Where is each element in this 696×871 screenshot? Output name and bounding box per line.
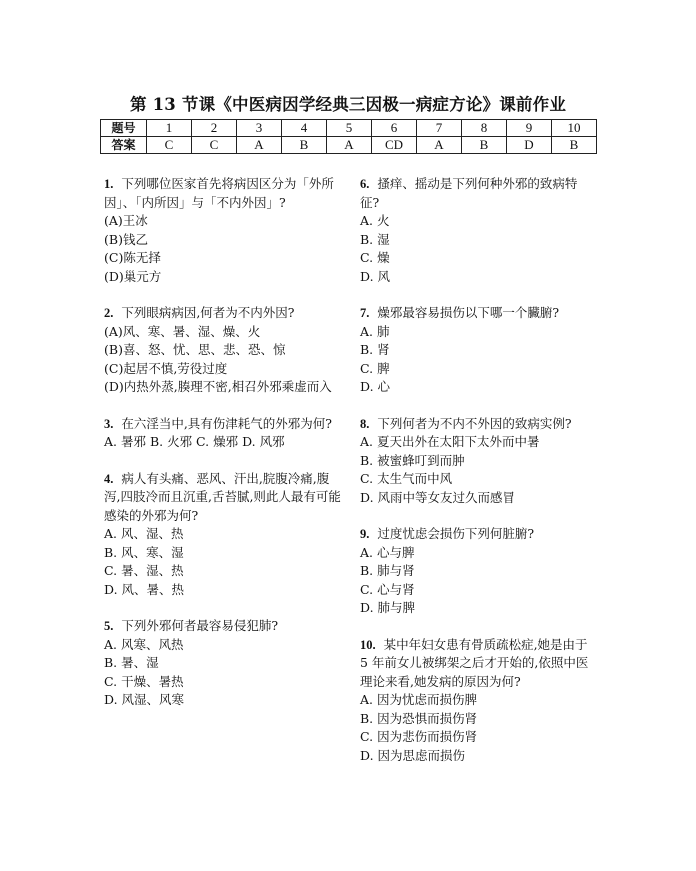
answer-option: C. 脾 (360, 360, 390, 376)
question-item (104, 470, 344, 600)
answer-option: (B)喜、怒、忧、思、悲、恐、惊 (104, 342, 286, 357)
question-text: 下列眼病病因,何者为不内外因? (121, 305, 295, 320)
table-row-answers (101, 137, 597, 154)
question-text: 下列哪位医家首先将病因区分为「外所因」、「内所因」与「不内外因」? (104, 176, 334, 210)
table-cell: C (147, 137, 192, 154)
table-cell: D (507, 137, 552, 154)
answer-option: B. 风、寒、湿 (104, 544, 184, 560)
question-number: 1. (104, 177, 114, 191)
answer-option: A. 肺 (360, 323, 390, 339)
answer-option: (C)起居不慎,劳役过度 (104, 360, 228, 376)
answer-option: D. 因为思虑而损伤 (360, 747, 466, 763)
table-cell: C (192, 137, 237, 154)
question-stem (104, 304, 344, 323)
answer-option: B. 湿 (360, 231, 390, 247)
answer-option: D. 风雨中等女友过久而感冒 (360, 489, 516, 505)
table-cell: 4 (282, 120, 327, 137)
answer-option: A. 夏天出外在太阳下太外而中暑 (360, 434, 540, 449)
answer-option: C. 因为悲伤而损伤肾 (360, 729, 478, 744)
answer-option: B. 肾 (360, 342, 390, 357)
answer-option: C. 心与肾 (360, 581, 415, 597)
question-number: 5. (104, 619, 114, 633)
question-number: 8. (360, 416, 370, 431)
question-number: 9. (360, 527, 370, 541)
question-item (104, 415, 344, 452)
question-text: 燥邪最容易损伤以下哪一个臟腑? (377, 305, 560, 320)
question-number: 10. (360, 637, 376, 652)
answer-option: D. 肺与脾 (360, 600, 416, 615)
table-cell: 7 (417, 120, 462, 137)
answer-option: C. 干燥、暑热 (104, 673, 184, 689)
answer-option: A. 因为忧虑而损伤脾 (360, 692, 477, 707)
table-cell: A (327, 137, 372, 154)
question-item (104, 617, 344, 710)
question-item (360, 636, 596, 766)
question-stem (360, 415, 596, 434)
table-cell: 2 (192, 120, 237, 137)
question-number: 2. (104, 306, 114, 320)
answer-option: C. 暑、湿、热 (104, 563, 184, 578)
table-cell: 10 (552, 120, 597, 137)
question-text: 搔痒、摇动是下列何种外邪的致病特征? (360, 176, 578, 210)
question-stem (360, 525, 596, 544)
question-text: 下列何者为不内不外因的致病实例? (377, 415, 572, 431)
answer-option: (B)钱乙 (104, 231, 148, 247)
table-cell: 9 (507, 120, 552, 137)
question-number: 3. (104, 416, 114, 431)
table-cell: B (552, 137, 597, 154)
right-question-column (360, 175, 596, 783)
table-cell: 3 (237, 120, 282, 137)
answer-option: C. 燥 (360, 250, 390, 265)
question-stem (360, 304, 596, 323)
answer-option: C. 太生气而中风 (360, 471, 453, 486)
table-cell: A (417, 137, 462, 154)
question-stem (104, 470, 344, 526)
table-cell: A (237, 137, 282, 154)
answer-option: D. 心 (360, 379, 391, 394)
question-text: 过度忧虑会损伤下列何脏腑? (377, 526, 535, 541)
question-stem (104, 617, 344, 636)
answer-option: B. 暑、湿 (104, 655, 159, 670)
question-stem (360, 175, 596, 212)
question-stem (104, 175, 344, 212)
answer-option: (A)风、寒、暑、湿、燥、火 (104, 323, 261, 339)
answer-table (100, 119, 597, 154)
row-label-number: 题号 (101, 120, 147, 137)
answer-option: (D)巢元方 (104, 268, 162, 284)
table-cell: B (462, 137, 507, 154)
answer-option: B. 肺与肾 (360, 563, 415, 578)
answer-option: D. 风 (360, 268, 391, 284)
answer-option: (C)陈无择 (104, 250, 161, 265)
page-title: 第 13 节课《中医病因学经典三因极一病症方论》课前作业 (129, 95, 567, 114)
table-cell: 1 (147, 120, 192, 137)
table-cell: B (282, 137, 327, 154)
question-item (360, 415, 596, 508)
table-row-numbers (101, 120, 597, 137)
table-cell: CD (372, 137, 417, 154)
question-item (104, 304, 344, 397)
question-text: 在六淫当中,具有伤津耗气的外邪为何? (121, 415, 333, 431)
answer-option: (A)王冰 (104, 213, 148, 228)
answer-option: A. 暑邪 B. 火邪 C. 燥邪 D. 风邪 (104, 434, 285, 449)
row-label-answer: 答案 (101, 137, 147, 154)
question-number: 6. (360, 177, 370, 191)
answer-option: A. 心与脾 (360, 544, 415, 560)
answer-option: A. 火 (360, 213, 390, 228)
table-cell: 6 (372, 120, 417, 137)
question-text: 下列外邪何者最容易侵犯肺? (121, 618, 279, 633)
question-number: 4. (104, 471, 114, 486)
question-number: 7. (360, 306, 370, 320)
question-item (360, 525, 596, 618)
question-item (360, 175, 596, 286)
question-text: 某中年妇女患有骨质疏松症,她是由于 5 年前女儿被绑架之后才开始的,依照中医理论来看,她发病的原因为何? (360, 636, 589, 689)
question-stem (104, 415, 344, 434)
answer-option: (D)内热外蒸,腠理不密,相召外邪乘虚而入 (104, 379, 332, 394)
table-cell: 5 (327, 120, 372, 137)
answer-option: B. 被蜜蜂叮到而肿 (360, 452, 465, 468)
left-question-column (104, 175, 344, 728)
answer-option: A. 风、湿、热 (104, 526, 184, 541)
table-cell: 8 (462, 120, 507, 137)
answer-option: D. 风湿、风寒 (104, 692, 185, 707)
answer-option: A. 风寒、风热 (104, 636, 184, 652)
question-item (360, 304, 596, 397)
answer-option: D. 风、暑、热 (104, 581, 185, 597)
question-text: 病人有头痛、恶风、汗出,脘腹冷痛,腹泻,四肢冷而且沉重,舌苔腻,则此人最有可能感染的外邪为何? (104, 470, 341, 523)
question-stem (360, 636, 596, 692)
answer-option: B. 因为恐惧而损伤肾 (360, 710, 478, 726)
question-item (104, 175, 344, 286)
